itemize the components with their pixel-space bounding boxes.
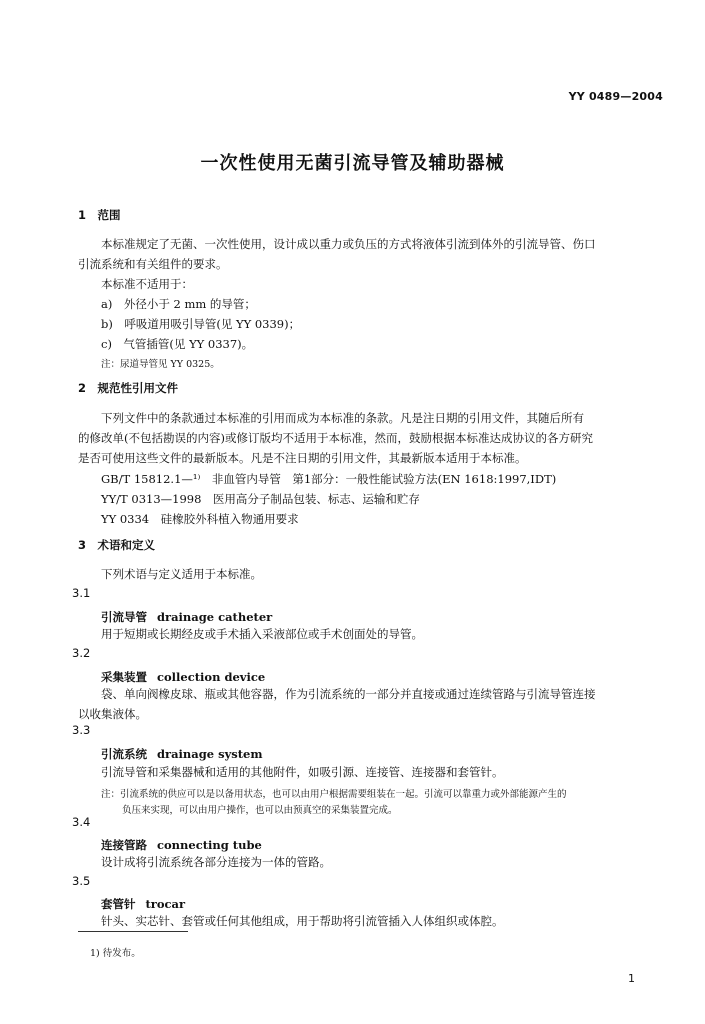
standard-number: YY 0489—2004 [568, 90, 663, 103]
term-3-2-definition-line1: 袋、单向阀橡皮球、瓶或其他容器，作为引流系统的一部分并直接或通过连续管路与引流导管连接 [101, 687, 596, 701]
scope-item-b: b) 呼吸道用吸引导管(见 YY 0339)； [101, 317, 301, 331]
term-3-3-title [101, 743, 263, 762]
term-3-1-cn: 引流导管 [101, 610, 147, 624]
footnote-separator [78, 931, 188, 932]
term-3-4-en: connecting tube [157, 838, 262, 852]
section-2-heading: 2 规范性引用文件 [78, 381, 179, 395]
references-paragraph-line1: 下列文件中的条款通过本标准的引用而成为本标准的条款。凡是注日期的引用文件，其随后所有 [101, 411, 584, 425]
term-3-5-title [101, 893, 185, 912]
term-3-5-cn: 套管针 [101, 897, 136, 911]
term-3-3-number: 3.3 [72, 723, 91, 737]
term-3-4-definition: 设计成将引流系统各部分连接为一体的管路。 [101, 855, 331, 869]
footnote: 1) 待发布。 [90, 948, 141, 959]
term-3-4-cn: 连接管路 [101, 838, 147, 852]
term-3-4-number: 3.4 [72, 815, 91, 829]
terms-intro: 下列术语与定义适用于本标准。 [101, 567, 262, 581]
scope-item-a: a) 外径小于 2 mm 的导管； [101, 297, 256, 311]
scope-note: 注：尿道导管见 YY 0325。 [101, 359, 220, 370]
term-3-5-en: trocar [145, 897, 186, 911]
references-paragraph-line2: 的修改单(不包括勘误的内容)或修订版均不适用于本标准，然而，鼓励根据本标准达成协议的各方研究 [78, 431, 593, 445]
reference-yy-0334: YY 0334 硅橡胶外科植入物通用要求 [101, 512, 299, 526]
term-3-2-title [101, 666, 265, 685]
scope-paragraph-line2: 引流系统和有关组件的要求。 [78, 257, 228, 271]
page-number: 1 [628, 972, 635, 985]
term-3-1-number: 3.1 [72, 586, 91, 600]
term-3-3-definition: 引流导管和采集器械和适用的其他附件，如吸引源、连接管、连接器和套管针。 [101, 765, 504, 779]
scope-paragraph-line1: 本标准规定了无菌、一次性使用，设计成以重力或负压的方式将液体引流到体外的引流导管、伤口 [101, 237, 596, 251]
term-3-3-en: drainage system [157, 747, 263, 761]
reference-yyt-0313: YY/T 0313—1998 医用高分子制品包装、标志、运输和贮存 [101, 492, 420, 506]
term-3-3-cn: 引流系统 [101, 747, 147, 761]
term-3-2-en: collection device [157, 670, 266, 684]
term-3-3-note-line2: 负压来实现，可以由用户操作，也可以由预真空的采集装置完成。 [122, 805, 398, 816]
term-3-1-en: drainage catheter [157, 610, 273, 624]
term-3-1-definition: 用于短期或长期经皮或手术插入采液部位或手术创面处的导管。 [101, 627, 423, 641]
term-3-5-definition: 针头、实芯针、套管或任何其他组成，用于帮助将引流管插入人体组织或体腔。 [101, 914, 504, 928]
term-3-2-number: 3.2 [72, 646, 91, 660]
section-3-heading: 3 术语和定义 [78, 538, 156, 552]
reference-gbt-15812: GB/T 15812.1—¹⁾ 非血管内导管 第1部分：一般性能试验方法(EN 1618:1997,IDT) [101, 472, 557, 486]
references-paragraph-line3: 是否可使用这些文件的最新版本。凡是不注日期的引用文件，其最新版本适用于本标准。 [78, 451, 527, 465]
term-3-2-definition-line2: 以收集液体。 [78, 707, 147, 721]
document-title: 一次性使用无菌引流导管及辅助器械 [200, 153, 505, 174]
term-3-5-number: 3.5 [72, 874, 91, 888]
term-3-3-note-line1: 注：引流系统的供应可以是以备用状态，也可以由用户根据需要组装在一起。引流可以靠重力或外部能源产生的 [101, 789, 567, 800]
term-3-2-cn: 采集装置 [101, 670, 147, 684]
scope-exclusion-intro: 本标准不适用于： [101, 277, 193, 291]
section-1-heading: 1 范围 [78, 208, 121, 222]
term-3-4-title [101, 834, 262, 853]
term-3-1-title [101, 606, 272, 625]
scope-item-c: c) 气管插管(见 YY 0337)。 [101, 337, 254, 351]
